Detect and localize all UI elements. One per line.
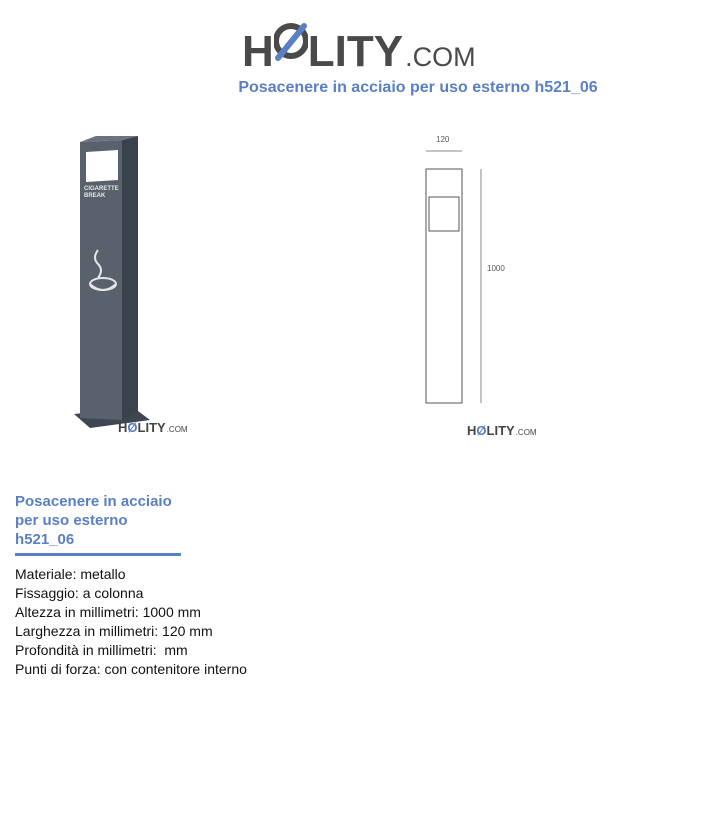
- drawing-watermark-logo: HØLITY .COM: [467, 423, 537, 438]
- spec-strengths: Punti di forza: con contenitore interno: [15, 661, 247, 677]
- logo-o-icon: [274, 16, 308, 66]
- cigarette-label: CIGARETTE BREAK: [84, 186, 119, 199]
- photo-watermark-logo: HØLITY .COM: [118, 420, 188, 435]
- product-title-line-3: h521_06: [15, 531, 75, 548]
- spec-depth: Profondità in millimetri: mm: [15, 642, 188, 658]
- spec-mounting: Fissaggio: a colonna: [15, 585, 144, 601]
- logo-domain: .COM: [405, 42, 476, 72]
- product-photo: [60, 128, 220, 448]
- technical-drawing: [410, 125, 560, 445]
- title-underline: [15, 553, 181, 556]
- spec-material: Materiale: metallo: [15, 566, 126, 582]
- spec-list: [15, 565, 247, 679]
- holity-logo: [242, 16, 476, 76]
- logo-word-start: H: [242, 27, 274, 76]
- width-dimension: 120: [436, 135, 450, 144]
- logo-word-end: LITY: [307, 27, 404, 76]
- height-dimension: 1000: [487, 264, 505, 273]
- product-title: [15, 492, 215, 549]
- spec-width: Larghezza in millimetri: 120 mm: [15, 623, 213, 639]
- page-title: Posacenere in acciaio per uso esterno h521_06: [238, 79, 598, 96]
- spec-height: Altezza in millimetri: 1000 mm: [15, 604, 201, 620]
- product-title-line-2: per uso esterno: [15, 512, 128, 529]
- product-title-line-1: Posacenere in acciaio: [15, 493, 172, 510]
